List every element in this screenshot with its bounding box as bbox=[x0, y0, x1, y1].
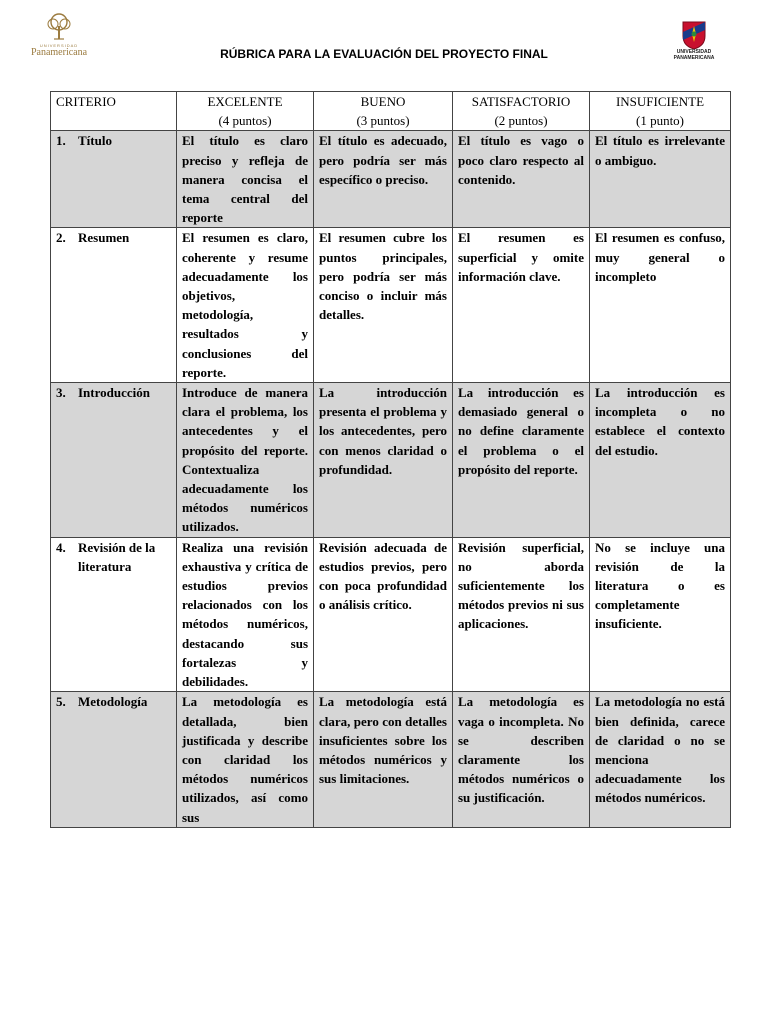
shield-icon bbox=[681, 20, 707, 50]
insuficiente-cell: La metodología no está bien definida, carece de claridad o no se menciona adecuadamente los métodos numéricos. bbox=[590, 692, 731, 827]
column-header-excelente bbox=[177, 92, 314, 131]
bueno-cell: La introducción presenta el problema y los antecedentes, pero con menos claridad o profundidad. bbox=[314, 383, 453, 538]
logo-right-line1: UNIVERSIDAD bbox=[676, 49, 712, 55]
criterion-label: Revisión de la literatura bbox=[78, 539, 156, 574]
rubric-table bbox=[50, 91, 731, 828]
excelente-cell: Introduce de manera clara el problema, los antecedentes y el propósito del reporte. Contextualiza adecuadamente los métodos numéricos utilizados. bbox=[177, 383, 314, 538]
table-header-row bbox=[51, 92, 731, 131]
document-title: RÚBRICA PARA LA EVALUACIÓN DEL PROYECTO FINAL bbox=[220, 47, 548, 61]
logo-left-small-text: UNIVERSIDAD bbox=[39, 43, 79, 48]
column-header-points: (2 puntos) bbox=[494, 113, 548, 129]
table-row bbox=[51, 537, 731, 692]
criterion-cell bbox=[51, 692, 177, 827]
column-header-criterio bbox=[51, 92, 177, 131]
column-header-label: CRITERIO bbox=[56, 94, 116, 109]
criterion-label: Introducción bbox=[78, 385, 150, 401]
bueno-cell: La metodología está clara, pero con detalles insuficientes sobre los métodos numéricos y sus limitaciones. bbox=[314, 692, 453, 827]
excelente-cell: Realiza una revisión exhaustiva y crítica de estudios previos relacionados con los métodos numéricos, destacando sus fortalezas y debilidades. bbox=[177, 537, 314, 692]
column-header-label: EXCELENTE bbox=[207, 94, 283, 109]
criterion-number: 1. bbox=[56, 133, 66, 149]
satisfactorio-cell: Revisión superficial, no aborda suficientemente los métodos previos ni sus aplicaciones. bbox=[453, 537, 590, 692]
criterion-number: 5. bbox=[56, 694, 66, 710]
excelente-cell: El resumen es claro, coherente y resume adecuadamente los objetivos, metodología, resultados y conclusiones del reporte. bbox=[177, 228, 314, 383]
table-row bbox=[51, 131, 731, 228]
satisfactorio-cell: El título es vago o poco claro respecto al contenido. bbox=[453, 131, 590, 228]
criterion-number: 4. bbox=[56, 539, 66, 555]
criterion-cell bbox=[51, 131, 177, 228]
excelente-cell: El título es claro preciso y refleja de manera concisa el tema central del reporte bbox=[177, 131, 314, 228]
column-header-points: (4 puntos) bbox=[218, 113, 272, 129]
criterion-number: 3. bbox=[56, 385, 66, 401]
insuficiente-cell: No se incluye una revisión de la literatura o es completamente insuficiente. bbox=[590, 537, 731, 692]
column-header-points: (3 puntos) bbox=[356, 113, 410, 129]
bueno-cell: Revisión adecuada de estudios previos, pero con poca profundidad o análisis crítico. bbox=[314, 537, 453, 692]
criterion-cell bbox=[51, 228, 177, 383]
column-header-label: BUENO bbox=[360, 94, 406, 109]
logo-left-name: Panamericana bbox=[30, 47, 88, 58]
criterion-cell bbox=[51, 383, 177, 538]
table-row bbox=[51, 692, 731, 827]
column-header-points: (1 punto) bbox=[635, 113, 685, 129]
bueno-cell: El resumen cubre los puntos principales, pero podría ser más conciso o incluir más detalles. bbox=[314, 228, 453, 383]
table-row bbox=[51, 228, 731, 383]
excelente-cell: La metodología es detallada, bien justificada y describe con claridad los métodos numéricos utilizados, así como sus bbox=[177, 692, 314, 827]
column-header-label: SATISFACTORIO bbox=[471, 94, 571, 109]
insuficiente-cell: El resumen es confuso, muy general o incompleto bbox=[590, 228, 731, 383]
column-header-bueno bbox=[314, 92, 453, 131]
criterion-label: Título bbox=[78, 133, 112, 149]
logo-right-line2: PANAMERICANA bbox=[673, 55, 715, 61]
insuficiente-cell: La introducción es incompleta o no establece el contexto del estudio. bbox=[590, 383, 731, 538]
column-header-satisfactorio bbox=[453, 92, 590, 131]
criterion-number: 2. bbox=[56, 230, 66, 246]
table-row bbox=[51, 383, 731, 538]
criterion-cell bbox=[51, 537, 177, 692]
satisfactorio-cell: La metodología es vaga o incompleta. No se describen claramente los métodos numéricos o su justificación. bbox=[453, 692, 590, 827]
tree-icon bbox=[42, 12, 76, 42]
satisfactorio-cell: El resumen es superficial y omite información clave. bbox=[453, 228, 590, 383]
satisfactorio-cell: La introducción es demasiado general o no define claramente el problema o el propósito del reporte. bbox=[453, 383, 590, 538]
column-header-label: INSUFICIENTE bbox=[615, 94, 705, 109]
insuficiente-cell: El título es irrelevante o ambiguo. bbox=[590, 131, 731, 228]
criterion-label: Resumen bbox=[78, 230, 130, 246]
bueno-cell: El título es adecuado, pero podría ser más específico o preciso. bbox=[314, 131, 453, 228]
column-header-insuficiente bbox=[590, 92, 731, 131]
criterion-label: Metodología bbox=[78, 694, 148, 710]
